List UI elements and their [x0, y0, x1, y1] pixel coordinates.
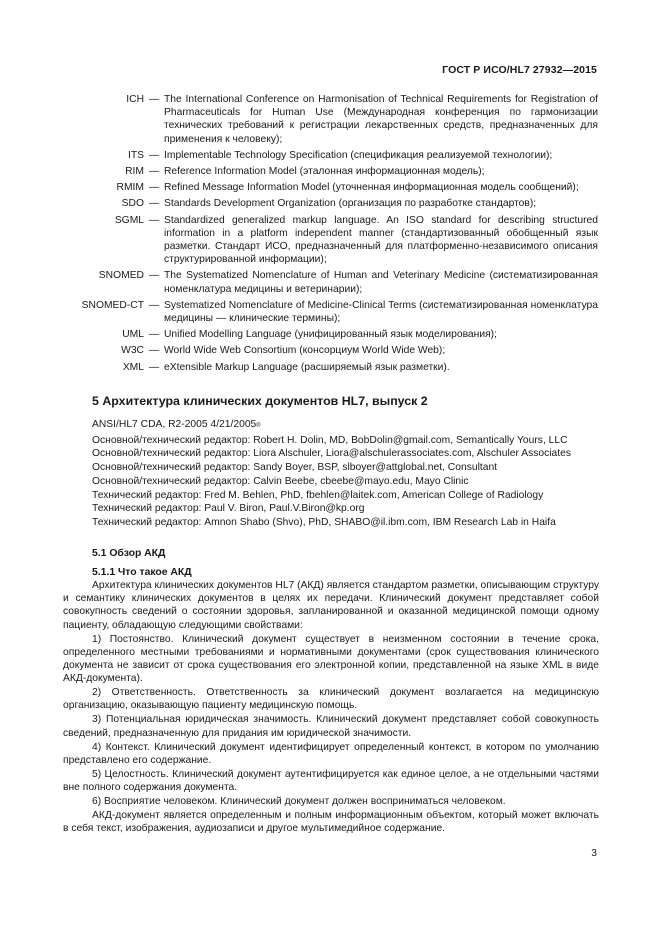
- registered-mark: ®: [256, 423, 261, 429]
- abbreviation-definition: The Systematized Nomenclature of Human and Veterinary Medicine (систематизированная номенклатура медицины и ветеринарии);: [164, 270, 598, 295]
- abbreviation-term: SGML: [114, 214, 144, 226]
- paragraph: 4) Контекст. Клинический документ идентифицирует определенный контекст, в котором по умолчанию представлено его содержание.: [63, 741, 599, 766]
- abbreviation-term: SDO: [121, 198, 144, 210]
- abbreviation-term: RIM: [125, 166, 144, 178]
- editor-line: Технический редактор: Paul V. Biron, Paul.V.Biron@kp.org: [92, 503, 365, 515]
- abbreviation-item: [60, 181, 598, 194]
- abbreviation-dash: —: [148, 198, 160, 210]
- paragraph: Архитектура клинических документов HL7 (АКД) является стандартом разметки, описывающим структуру и семантику клинических документов в целях их передачи. Клинический документ представляет собой совокупность сведений о состоянии здоровья, запланированной и оказанной медицинской помощи одному пациенту, обладающую следующими свойствами:: [63, 580, 599, 631]
- abbreviation-dash: —: [148, 361, 160, 373]
- abbreviation-dash: —: [148, 182, 160, 194]
- abbreviation-term: W3C: [121, 345, 144, 357]
- source-text: ANSI/HL7 CDA, R2-2005 4/21/2005: [92, 419, 257, 430]
- subsubsection-title: 5.1.1 Что такое АКД: [92, 567, 192, 578]
- abbreviation-term: RMIM: [116, 182, 144, 194]
- paragraph: 1) Постоянство. Клинический документ существует в неизменном состоянии в течение срока, определенного местными требованиями и нормативными документами (срок существования клинического документа не зависит от срока существования его электронной копии, представленной на языке XML в виде АКД-документа).: [63, 633, 599, 685]
- abbreviation-item: [60, 93, 598, 146]
- document-header: ГОСТ Р ИСО/HL7 27932—2015: [442, 64, 597, 76]
- editor-line: Основной/технический редактор: Calvin Beebe, cbeebe@mayo.edu, Mayo Clinic: [92, 475, 469, 487]
- paragraph: 5) Целостность. Клинический документ аутентифицируется как единое целое, а не отдельными частями вне полного содержания документа.: [63, 768, 599, 794]
- abbreviation-list: [60, 93, 598, 377]
- abbreviation-definition: Standards Development Organization (организация по разработке стандартов);: [164, 198, 537, 210]
- abbreviation-item: [60, 214, 598, 267]
- editor-line: Основной/технический редактор: Liora Alschuler, Liora@alschulerassociates.com, Alschuler Associates: [92, 448, 572, 460]
- abbreviation-definition: Refined Message Information Model (уточненная информационная модель сообщений);: [164, 182, 579, 194]
- abbreviation-dash: —: [148, 166, 160, 178]
- abbreviation-dash: —: [148, 149, 160, 161]
- subsection-title: 5.1 Обзор АКД: [92, 548, 166, 559]
- section-title: 5 Архитектура клинических документов HL7, выпуск 2: [92, 394, 428, 408]
- abbreviation-definition: Standardized generalized markup language. An ISO standard for describing structured information in a platform independent manner (стандартизованный обобщенный язык разметки. Стандарт ИСО, предназначенный для платформенно-независимого описания структурированной информации);: [164, 214, 598, 266]
- abbreviation-item: [60, 165, 598, 178]
- page-number: 3: [591, 848, 597, 859]
- editor-line: Основной/технический редактор: Robert H. Dolin, MD, BobDolin@gmail.com, Semantically Yours, LLC: [92, 434, 568, 446]
- abbreviation-term: ITS: [127, 149, 144, 161]
- abbreviation-item: [60, 299, 598, 325]
- abbreviation-dash: —: [148, 94, 160, 105]
- abbreviation-term: XML: [122, 361, 144, 373]
- editor-line: Основной/технический редактор: Sandy Boyer, BSP, slboyer@attglobal.net, Consultant: [92, 462, 498, 474]
- source-line: [63, 418, 599, 433]
- abbreviation-term: SNOMED: [98, 270, 144, 282]
- editor-line: Технический редактор: Amnon Shabo (Shvo), PhD, SHABO@il.ibm.com, IBM Research Lab in Haifa: [92, 516, 556, 528]
- paragraph: 3) Потенциальная юридическая значимость. Клинический документ представляет собой совокупность сведений, предназначенную для придания им юридической значимости.: [63, 714, 599, 739]
- editor-line: Технический редактор: Fred M. Behlen, PhD, fbehlen@laitek.com, American College of Radiology: [92, 489, 544, 501]
- abbreviation-item: [60, 269, 598, 295]
- editors-block: [63, 418, 599, 530]
- abbreviation-dash: —: [148, 270, 160, 282]
- abbreviation-dash: —: [148, 214, 160, 226]
- paragraph: АКД-документ является определенным и полным информационным объектом, который может включать в себя текст, изображения, аудиозаписи и другое мультимедийное содержание.: [63, 810, 599, 835]
- abbreviation-definition: Implementable Technology Specification (спецификация реализуемой технологии);: [164, 149, 553, 161]
- abbreviation-definition: eXtensible Markup Language (расширяемый язык разметки).: [164, 361, 450, 373]
- abbreviation-dash: —: [148, 345, 160, 357]
- abbreviation-definition: Systematized Nomenclature of Medicine-Clinical Terms (систематизированная номенклатура медицины — клинические термины);: [164, 299, 598, 325]
- abbreviation-term: UML: [122, 329, 144, 341]
- paragraph: 2) Ответственность. Ответственность за клинический документ возлагается на медицинскую организацию, оказывающую пациенту медицинскую помощь.: [63, 687, 599, 712]
- abbreviation-item: [60, 328, 598, 341]
- abbreviation-dash: —: [148, 329, 160, 341]
- abbreviation-definition: The International Conference on Harmonisation of Technical Requirements for Registration of Pharmaceuticals for Human Use (Международная конференция по гармонизации технических требований к регистрации лекарственных средств, предназначенных для применения к человеку);: [164, 94, 598, 145]
- abbreviation-item: [60, 361, 598, 374]
- abbreviation-item: [60, 149, 598, 162]
- paragraph: 6) Восприятие человеком. Клинический документ должен восприниматься человеком.: [92, 796, 506, 808]
- abbreviation-definition: Reference Information Model (эталонная информационная модель);: [164, 166, 485, 178]
- abbreviation-term: SNOMED-CT: [81, 299, 144, 311]
- abbreviation-dash: —: [148, 299, 160, 311]
- abbreviation-item: [60, 344, 598, 357]
- abbreviation-item: [60, 197, 598, 210]
- abbreviation-term: ICH: [126, 94, 144, 105]
- abbreviation-definition: World Wide Web Consortium (консорциум World Wide Web);: [164, 345, 446, 357]
- abbreviation-definition: Unified Modelling Language (унифицированный язык моделирования);: [164, 329, 497, 341]
- body-text: [63, 579, 599, 836]
